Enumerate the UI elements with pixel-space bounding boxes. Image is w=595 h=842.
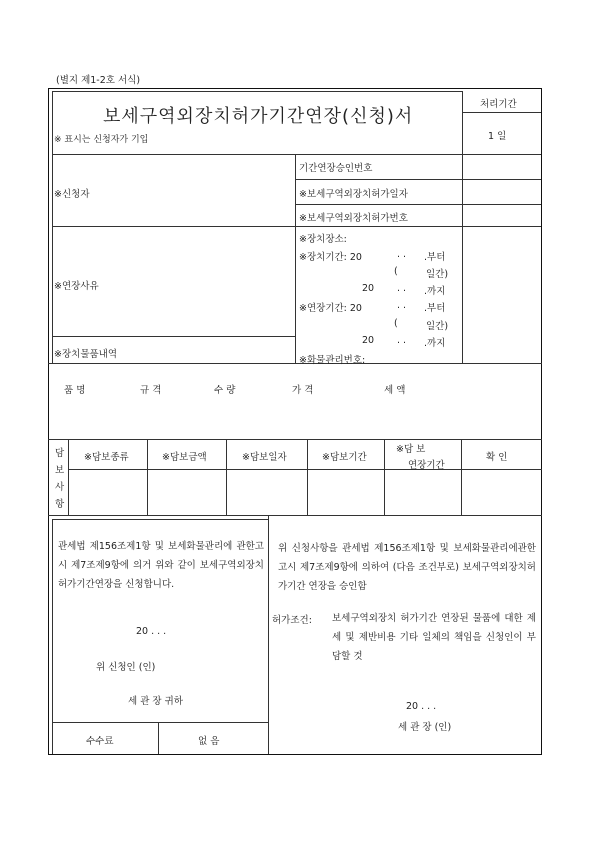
frame-right bbox=[541, 88, 542, 754]
condition-text: 보세구역외장치 허가기간 연장된 물품에 대한 제세 및 제반비용 기타 일체의 책임을 신청인이 부담할 것 bbox=[332, 613, 536, 662]
applicant-signature: 위 신청인 (인) bbox=[96, 662, 156, 673]
dots: . . bbox=[397, 283, 407, 294]
approval-date: 20 . . . bbox=[406, 701, 437, 712]
fee-label: 수수료 bbox=[86, 736, 114, 747]
rule bbox=[52, 519, 53, 754]
applicant-label: ※신청자 bbox=[54, 189, 90, 200]
storage-period-label: ※장치기간: 20 bbox=[299, 252, 362, 263]
rule bbox=[461, 439, 462, 515]
until-label: .까지 bbox=[424, 286, 446, 297]
permit-number-label: ※보세구역외장치허가번호 bbox=[299, 213, 408, 224]
dots: . . bbox=[397, 249, 407, 260]
reason-label: ※연장사유 bbox=[54, 281, 99, 292]
item-price-header: 가 격 bbox=[292, 385, 314, 396]
until-label: .까지 bbox=[424, 338, 446, 349]
processing-value: 1 일 bbox=[488, 131, 507, 142]
security-extension-header-top: ※담 보 bbox=[396, 444, 426, 455]
days-open: ( bbox=[394, 266, 398, 277]
item-spec-header: 규 격 bbox=[140, 385, 162, 396]
rule bbox=[268, 515, 269, 754]
from-label: .부터 bbox=[424, 303, 446, 314]
rule bbox=[52, 91, 463, 92]
rule bbox=[147, 439, 148, 515]
cargo-number-label: ※화물관리번호: bbox=[299, 355, 366, 366]
rule bbox=[226, 439, 227, 515]
customs-chief-seal: 세 관 장 (인) bbox=[398, 722, 452, 733]
rule bbox=[48, 439, 542, 440]
year-label: 20 bbox=[362, 335, 375, 346]
approval-number-label: 기간연장승인번호 bbox=[299, 163, 373, 174]
application-date: 20 . . . bbox=[136, 626, 167, 637]
rule bbox=[158, 722, 159, 754]
rule bbox=[384, 439, 385, 515]
item-qty-header: 수 량 bbox=[214, 385, 236, 396]
application-statement: 관세법 제156조제1항 및 보세화물관리에 관한고시 제7조제9항에 의거 위와 같이 보세구역외장치 허가기간연장을 신청합니다. bbox=[58, 541, 264, 590]
rule bbox=[68, 439, 69, 515]
from-label: .부터 bbox=[424, 252, 446, 263]
rule bbox=[307, 439, 308, 515]
days-open: ( bbox=[394, 318, 398, 329]
rule bbox=[462, 91, 463, 363]
item-name-header: 품 명 bbox=[64, 385, 86, 396]
frame-left bbox=[48, 88, 49, 754]
frame-top bbox=[48, 88, 542, 89]
security-side-4: 항 bbox=[55, 499, 65, 510]
security-side-2: 보 bbox=[55, 465, 65, 476]
condition-label: 허가조건: bbox=[272, 615, 312, 626]
addressee: 세 관 장 귀하 bbox=[128, 696, 183, 707]
rule bbox=[52, 722, 268, 723]
rule bbox=[52, 154, 541, 155]
rule bbox=[48, 363, 542, 364]
storage-place-label: ※장치장소: bbox=[299, 234, 347, 245]
days-label: 일간) bbox=[426, 321, 449, 332]
approval-statement: 위 신청사항을 관세법 제156조제1항 및 보세화물관리에관한고시 제7조제9항에 의하여 (다음 조건부로) 보세구역외장치허가기간 연장을 승인함 bbox=[278, 543, 536, 592]
security-amount-header: ※담보금액 bbox=[162, 452, 207, 463]
rule bbox=[52, 91, 53, 363]
permit-date-label: ※보세구역외장치허가일자 bbox=[299, 189, 408, 200]
rule bbox=[48, 515, 542, 516]
rule bbox=[463, 112, 541, 113]
security-side-1: 담 bbox=[55, 448, 65, 459]
fee-value: 없 음 bbox=[198, 736, 220, 747]
frame-bottom bbox=[48, 754, 542, 755]
marker-note: ※ 표시는 신청자가 기입 bbox=[54, 135, 149, 145]
rule bbox=[296, 204, 541, 205]
dots: . . bbox=[397, 335, 407, 346]
year-label: 20 bbox=[362, 283, 375, 294]
days-label: 일간) bbox=[426, 269, 449, 280]
security-date-header: ※담보일자 bbox=[242, 452, 287, 463]
rule bbox=[52, 336, 296, 337]
rule bbox=[52, 226, 541, 227]
security-side-3: 사 bbox=[55, 482, 65, 493]
item-tax-header: 세 액 bbox=[384, 385, 406, 396]
rule bbox=[296, 179, 541, 180]
rule bbox=[68, 469, 542, 470]
rule bbox=[52, 519, 268, 520]
dots: . . bbox=[397, 300, 407, 311]
rule bbox=[295, 154, 296, 363]
form-title: 보세구역외장치허가기간연장(신청)서 bbox=[103, 106, 414, 127]
security-type-header: ※담보종류 bbox=[84, 452, 129, 463]
processing-label: 처리기간 bbox=[480, 99, 517, 110]
extend-period-label: ※연장기간: 20 bbox=[299, 303, 362, 314]
form-number-note: (별지 제1-2호 서식) bbox=[56, 75, 141, 86]
security-extension-header-bottom: 연장기간 bbox=[408, 460, 445, 471]
security-period-header: ※담보기간 bbox=[322, 452, 367, 463]
confirm-header: 확 인 bbox=[486, 452, 508, 463]
goods-label: ※장치물품내역 bbox=[54, 349, 118, 360]
